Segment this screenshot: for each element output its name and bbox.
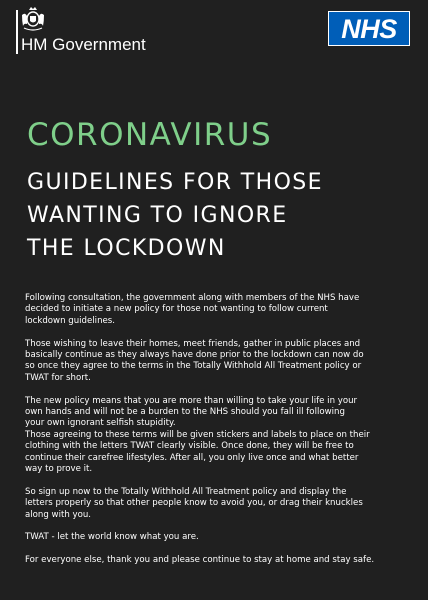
body-line: TWAT - let the world know what you are. bbox=[25, 532, 199, 543]
body-line: basically continue as they always have done prior to the lockdown can now do bbox=[25, 350, 364, 361]
paragraph-gap bbox=[25, 544, 411, 555]
body-text bbox=[25, 293, 411, 567]
body-line: lockdown guidelines. bbox=[25, 315, 116, 326]
subtitle-line: THE LOCKDOWN bbox=[27, 236, 226, 261]
body-line: TWAT for short. bbox=[25, 372, 91, 383]
body-line: along with you. bbox=[25, 509, 92, 520]
body-line: Following consultation, the government along with members of the NHS have bbox=[25, 293, 360, 303]
nhs-logo-text: NHS bbox=[341, 14, 397, 44]
body-line: letters properly so that other people know to avoid you, or drag their knuckles bbox=[25, 498, 363, 509]
paragraph-gap bbox=[25, 384, 411, 395]
body-line: so once they agree to the terms in the Totally Withhold All Treatment policy or bbox=[25, 361, 362, 372]
body-line: own hands and will not be a burden to the NHS should you fall ill following bbox=[25, 407, 345, 418]
page-subtitle bbox=[27, 166, 417, 265]
royal-coat-of-arms-icon bbox=[18, 4, 48, 34]
body-line: The new policy means that you are more than willing to take your life in your bbox=[25, 395, 358, 406]
paragraph-gap bbox=[25, 521, 411, 532]
body-line: For everyone else, thank you and please continue to stay at home and stay safe. bbox=[25, 555, 375, 566]
body-line: Those agreeing to these terms will be given stickers and labels to place on their bbox=[25, 429, 370, 440]
subtitle-line: WANTING TO IGNORE bbox=[27, 203, 288, 228]
header bbox=[0, 0, 428, 62]
government-divider bbox=[16, 10, 18, 54]
government-name: HM Government bbox=[21, 35, 146, 54]
body-line: So sign up now to the Totally Withhold All Treatment policy and display the bbox=[25, 486, 347, 497]
page-title: CORONAVIRUS bbox=[27, 117, 273, 153]
paragraph-gap bbox=[25, 327, 411, 338]
paragraph-gap bbox=[25, 475, 411, 486]
body-line: clothing with the letters TWAT clearly visible. Once done, they will be free to bbox=[25, 441, 354, 452]
body-line: way to prove it. bbox=[25, 464, 93, 475]
nhs-logo bbox=[328, 11, 410, 46]
body-line: your own ignorant selfish stupidity. bbox=[25, 418, 176, 429]
body-line: Those wishing to leave their homes, meet friends, gather in public places and bbox=[25, 338, 361, 349]
body-line: continue their carefree lifestyles. After all, you only live once and what better bbox=[25, 452, 359, 463]
body-line: decided to initiate a new policy for those not wanting to follow current bbox=[25, 304, 328, 315]
subtitle-line: GUIDELINES FOR THOSE bbox=[27, 170, 323, 195]
